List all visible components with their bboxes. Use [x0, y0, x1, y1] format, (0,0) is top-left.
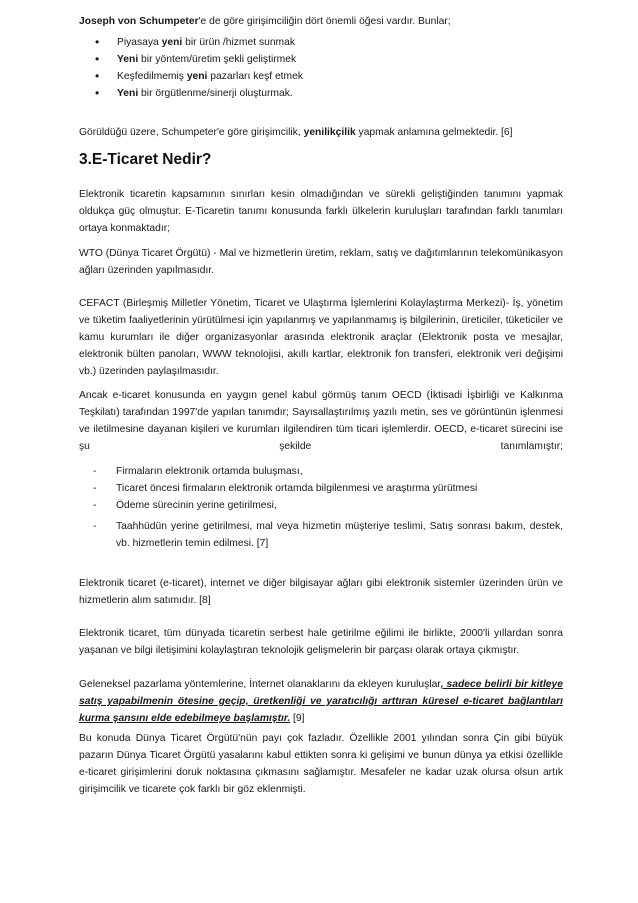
paragraph-traditional-marketing: Geleneksel pazarlama yöntemlerine, İnternet olanaklarını da ekleyen kuruluşlar, sadece belirli bir kitleye satış yapabilmenin ötesine geçip, üretkenliği ve yaratıcılığı arttıran küresel e-ticaret bağlantıları kurma şansını elde edebilmeye başlamıştır. [9] [79, 679, 563, 724]
list-item: • Piyasaya yeni bir ürün /hizmet sunmak [79, 34, 303, 51]
list-item: - Ticaret öncesi firmaların elektronik ortamda bilgilenmesi ve araştırma yürütmesi [79, 480, 563, 497]
innovation-term: yenilikçilik [303, 127, 356, 138]
list-item: • Yeni bir yöntem/üretim şekli geliştirmek [79, 51, 303, 68]
list-item: • Keşfedilmemiş yeni pazarları keşf etmek [79, 68, 303, 85]
intro-paragraph [79, 13, 563, 99]
section-heading: 3.E-Ticaret Nedir? [79, 151, 212, 168]
paragraph-history: Elektronik ticaret, tüm dünyada ticaretin serbest hale getirilme eğilimi ile birlikte, 2000'li yıllardan sonra yaşanan ve bilgi iletişimini kolaylaştıran teknolojik gelişmelerin bir parçası olarak ortaya çıkmıştır. [79, 628, 563, 656]
list-item: - Taahhüdün yerine getirilmesi, mal veya hizmetin müşteriye teslimi, Satış sonrası bakım, destek, vb. hizmetlerin temin edilmesi. [7] [79, 518, 563, 552]
paragraph-scope: Elektronik ticaretin kapsamının sınırları kesin olmadığından ve sürekli geliştiğinden tanımını yapmak oldukça güç olmuştur. E-Ticaretin tanımı konusunda farklı ülkelerin kuruluşları tarafından farklı tanımları ortaya konmaktadır; [79, 189, 563, 234]
paragraph-cefact: CEFACT (Birleşmiş Milletler Yönetim, Ticaret ve Ulaştırma İşlemlerini Kolaylaştırma Merkezi)- İş, yönetim ve tüketim faaliyetlerinin yürütülmesi için yapılanmış ve yapılanmamış iş bilgilerinin, üreticiler, tüketiciler ve kamu kurumları ile diğer organizasyonlar arasında elektronik araçlar (Elektronik posta ve mesajlar, elektronik bülten panoları, WWW teknolojisi, akıllı kartlar, elektronik fon transferi, elektronik veri değişimi vb.) üzerinden paylaşılmasıdır. [79, 298, 563, 377]
list-item: - Ödeme sürecinin yerine getirilmesi, [79, 497, 563, 514]
list-item: • Yeni bir örgütlenme/sinerji oluşturmak. [79, 85, 303, 102]
summary-paragraph: Görüldüğü üzere, Schumpeter'e göre girişimcilik, yenilikçilik yapmak anlamına gelmektedir. [6] [79, 127, 513, 138]
oecd-process-list [79, 463, 563, 552]
paragraph-wto: WTO (Dünya Ticaret Örgütü) - Mal ve hizmetlerin üretim, reklam, satış ve dağıtımlarının telekomünikasyon ağları üzerinden yapılmasıdır. [79, 248, 563, 276]
emphasized-text: , sadece belirli bir kitleye satış yapabilmenin ötesine geçip, üretkenliği ve yaratıcılığı arttıran küresel e-ticaret bağlantıları kurma şansını elde edebilmeye başlamıştır. [79, 679, 563, 724]
citation: [9] [290, 713, 305, 724]
paragraph-wto-influence: Bu konuda Dünya Ticaret Örgütü'nün payı çok fazladır. Özellikle 2001 yılından sonra Çin gibi büyük pazarın Dünya Ticaret Örgütü yasalarını kabul ettikten sonra ki gelişimi ve bunun dünya ya etkisi özellikle e-ticaret girişimlerini doruk noktasına çıkmasını sağlamıştır. Mesafeler ne kadar uzak olursa olsun artık girişimcilik ve ticarete çok farklı bir göz eklenmişti. [79, 733, 563, 795]
list-item: - Firmaların elektronik ortamda buluşması, [79, 463, 563, 480]
paragraph-oecd: Ancak e-ticaret konusunda en yaygın genel kabul görmüş tanım OECD (İktisadi İşbirliği ve Kalkınma Teşkilatı) tarafından 1997'de yapılan tanımdır; Sayısallaştırılmış yazılı metin, ses ve görüntünün işlenmesi ve iletilmesine dayanan kişileri ve kurumları ilgilendiren tüm ticari işlemlerdir. OECD, e-ticaret sürecini ise şu şekilde tanımlamıştır; [79, 390, 563, 452]
innovation-list [79, 34, 303, 102]
paragraph-definition: Elektronik ticaret (e-ticaret), internet ve diğer bilgisayar ağları gibi elektronik sistemler üzerinden ürün ve hizmetlerin alım satımıdır. [8] [79, 578, 563, 606]
intro-text: 'e de göre girişimciliğin dört önemli öğesi vardır. Bunlar; [198, 16, 451, 27]
schumpeter-name: Joseph von Schumpeter [79, 16, 199, 27]
